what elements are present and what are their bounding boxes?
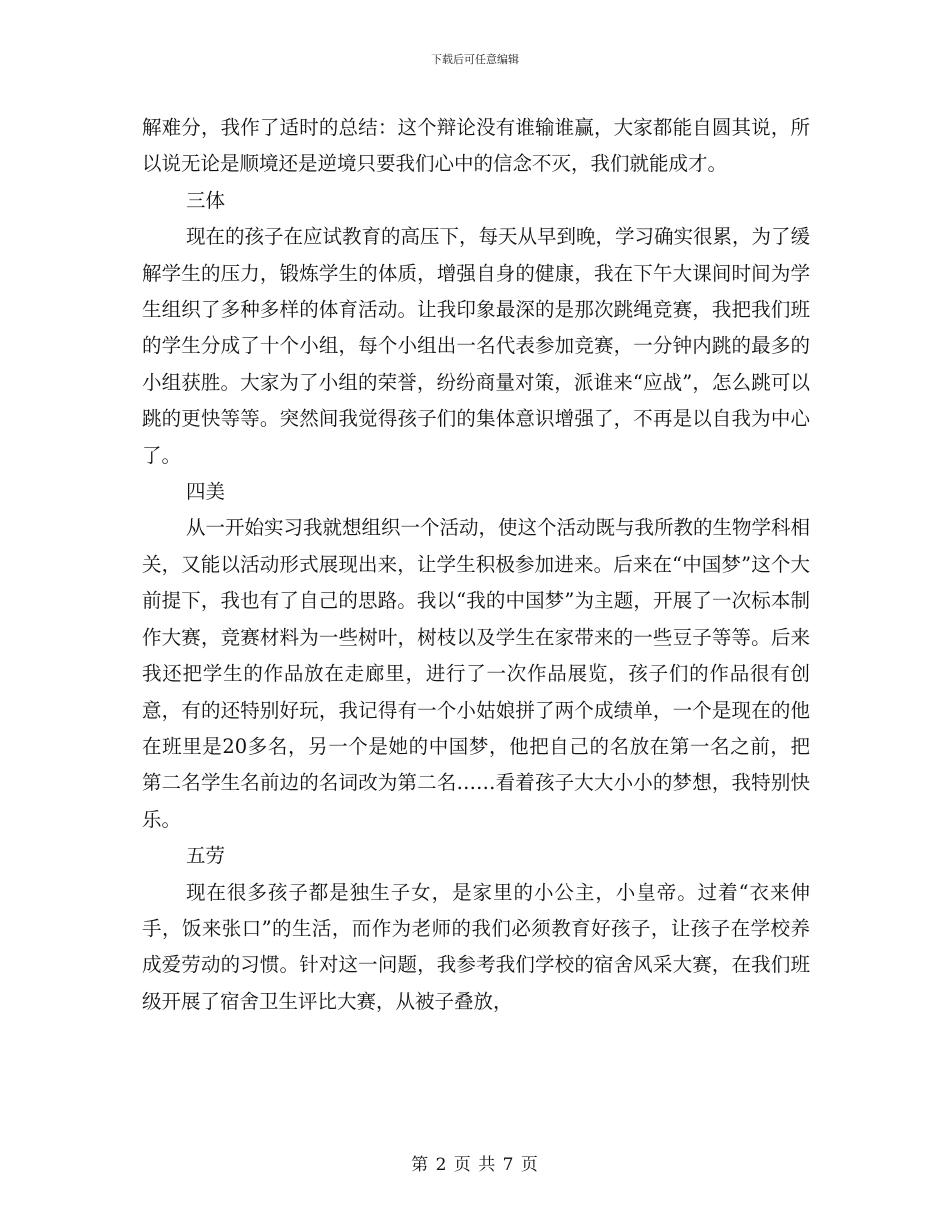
paragraph-continued: 解难分，我作了适时的总结：这个辩论没有谁输谁赢，大家都能自圆其说，所以说无论是顺境还是逆境只要我们心中的信念不灭，我们就能成才。 bbox=[142, 116, 810, 176]
section-heading-3: 三体 bbox=[186, 188, 226, 212]
page-header: 下载后可任意编辑 bbox=[431, 53, 519, 66]
section-heading-5: 五劳 bbox=[186, 844, 226, 868]
section-paragraph-4: 从一开始实习我就想组织一个活动，使这个活动既与我所教的生物学科相关，又能以活动形式展现出来，让学生积极参加进来。后来在“中国梦”这个大前提下，我也有了自己的思路。我以“我的中国梦”为主题，开展了一次标本制作大赛，竞赛材料为一些树叶，树枝以及学生在家带来的一些豆子等等。后来我还把学生的作品放在走廊里，进行了一次作品展览，孩子们的作品很有创意，有的还特别好玩，我记得有一个小姑娘拼了两个成绩单，一个是现在的他在班里是20多名，另一个是她的中国梦，他把自己的名放在第一名之前，把第二名学生名前边的名词改为第二名……看着孩子大大小小的梦想，我特别快乐。 bbox=[142, 516, 811, 831]
page-number: 第 2 页 共 7 页 bbox=[411, 1155, 539, 1175]
section-heading-4: 四美 bbox=[186, 480, 226, 504]
section-paragraph-5: 现在很多孩子都是独生子女，是家里的小公主，小皇帝。过着“衣来伸手，饭来张口”的生活，而作为老师的我们必须教育好孩子，让孩子在学校养成爱劳动的习惯。针对这一问题，我参考我们学校的宿舍风采大赛，在我们班级开展了宿舍卫生评比大赛，从被子叠放， bbox=[142, 880, 810, 1013]
section-paragraph-3: 现在的孩子在应试教育的高压下，每天从早到晚，学习确实很累，为了缓解学生的压力，锻炼学生的体质，增强自身的健康，我在下午大课间时间为学生组织了多种多样的体育活动。让我印象最深的是那次跳绳竞赛，我把我们班的学生分成了十个小组，每个小组出一名代表参加竞赛，一分钟内跳的最多的小组获胜。大家为了小组的荣誉，纷纷商量对策，派谁来“应战”，怎么跳可以跳的更快等等。突然间我觉得孩子们的集体意识增强了，不再是以自我为中心了。 bbox=[142, 225, 811, 467]
document-body bbox=[142, 110, 810, 1020]
